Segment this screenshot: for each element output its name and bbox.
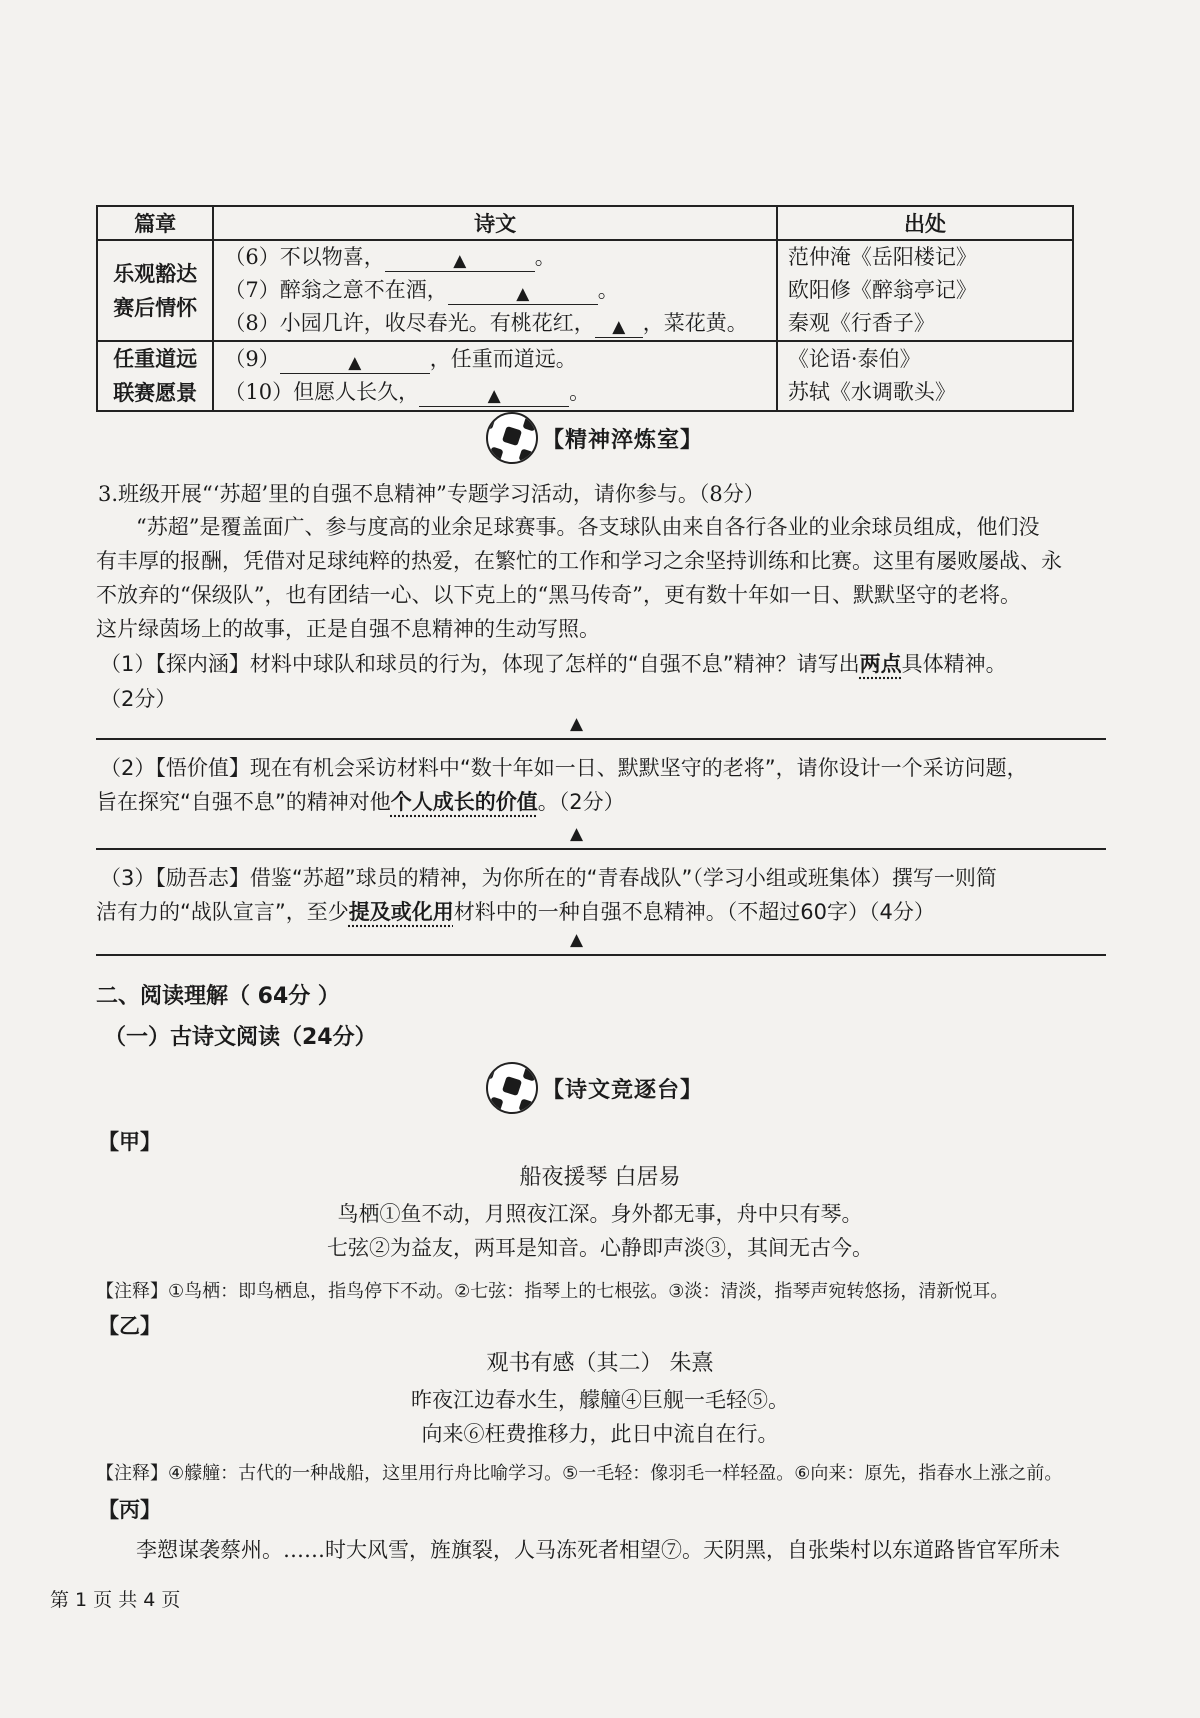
poem-label-bing: 【丙】 [98,1498,161,1522]
part2-subtitle: （一）古诗文阅读（24分） [104,1025,377,1050]
source-text: 欧阳修《醉翁亭记》 [787,278,977,302]
passage-line: 这片绿茵场上的故事，正是自强不息精神的生动写照。 [96,617,600,641]
poem-note: 【注释】①鸟栖：即鸟栖息，指鸟停下不动。②七弦：指琴上的七根弦。③淡：清淡，指琴声宛转悠扬，清新悦耳。 [96,1281,1009,1302]
section-label: 乐观豁达 [113,261,198,286]
soccer-ball-icon [486,1062,538,1114]
sub-question-1-score: （2分） [100,687,177,711]
poem-label-yi: 【乙】 [98,1314,161,1338]
fill-line-9: （9） ▲ ，任重而道远。 [224,347,577,373]
source-cell [777,240,1073,341]
section-label: 联赛愿景 [113,381,198,405]
source-text: 范仲淹《岳阳楼记》 [787,245,977,269]
section-label: 赛后情怀 [113,295,198,320]
part2-title: 二、阅读理解（ 64分 ） [96,984,340,1009]
sub-question-2: （2）【悟价值】现在有机会采访材料中“数十年如一日、默默坚守的老将”，请你设计一个采访问题， [100,756,1028,780]
header-poem: 诗文 [213,206,777,240]
answer-blank[interactable]: ▲ [385,247,535,272]
sub-question-2-cont: 旨在探究“自强不息”的精神对他个人成长的价值。（2分） [96,790,625,814]
table-row [97,341,1073,411]
banner-title: 【精神淬炼室】 [542,426,704,453]
section-cell [97,341,213,411]
poem-fill-table [96,205,1074,412]
answer-marker: ▲ [570,714,584,734]
header-source: 出处 [777,206,1073,240]
source-text: 《论语·泰伯》 [787,347,921,371]
poem-title-jia: 船夜援琴 白居易 [519,1165,681,1190]
fill-line-6: （6）不以物喜， ▲ 。 [224,245,556,271]
fill-line-10: （10）但愿人长久， ▲ 。 [224,380,591,406]
poem-line: 向来⑥枉费推移力，此日中流自在行。 [421,1422,779,1446]
poem-title-yi: 观书有感（其二） 朱熹 [486,1351,714,1376]
passage-line: 不放弃的“保级队”，也有团结一心、以下克上的“黑马传奇”，更有数十年如一日、默默坚守的老将。 [96,583,1021,607]
passage-line: 有丰厚的报酬，凭借对足球纯粹的热爱，在繁忙的工作和学习之余坚持训练和比赛。这里有屡败屡战、永 [96,549,1062,573]
poem-line: 鸟栖①鱼不动，月照夜江深。身外都无事，舟中只有琴。 [337,1202,863,1226]
table-header-row [97,206,1073,240]
answer-line[interactable] [96,954,1106,956]
sub-question-3: （3）【励吾志】借鉴“苏超”球员的精神，为你所在的“青春战队”（学习小组或班集体）撰写一则简 [100,866,997,890]
answer-blank[interactable]: ▲ [280,349,430,374]
fill-line-7: （7）醉翁之意不在酒， ▲ 。 [224,278,619,304]
fill-line-8: （8）小园几许，收尽春光。有桃花红， ▲ ，菜花黄。 [224,311,748,337]
source-text: 苏轼《水调歌头》 [787,380,956,404]
answer-blank[interactable]: ▲ [595,313,643,338]
section-cell [97,240,213,341]
source-text: 秦观《行香子》 [787,311,935,335]
answer-blank[interactable]: ▲ [419,382,569,407]
answer-blank[interactable]: ▲ [448,280,598,305]
banner-title: 【诗文竞逐台】 [542,1076,704,1103]
sub-question-1: （1）【探内涵】材料中球队和球员的行为，体现了怎样的“自强不息”精神？请写出两点具体精神。 [100,652,1007,676]
answer-line[interactable] [96,848,1106,850]
sub-question-3-cont: 洁有力的“战队宣言”，至少提及或化用材料中的一种自强不息精神。（不超过60字）（4分） [96,900,935,924]
table-row [97,240,1073,341]
header-section: 篇章 [97,206,213,240]
poem-label-jia: 【甲】 [98,1130,161,1154]
soccer-ball-icon [486,412,538,464]
passage-line: “苏超”是覆盖面广、参与度高的业余足球赛事。各支球队由来自各行各业的业余球员组成，他们没 [136,515,1040,539]
poem-lines-cell [213,341,777,411]
poem-note: 【注释】④艨艟：古代的一种战船，这里用行舟比喻学习。⑤一毛轻：像羽毛一样轻盈。⑥向来：原先，指春水上涨之前。 [96,1463,1063,1484]
poem-line: 昨夜江边春水生，艨艟④巨舰一毛轻⑤。 [411,1388,789,1412]
page-footer: 第 1 页 共 4 页 [50,1589,181,1611]
poem-lines-cell [213,240,777,341]
answer-marker: ▲ [570,824,584,844]
section-banner [486,412,703,464]
section-banner [486,1062,703,1114]
answer-marker: ▲ [570,930,584,950]
poem-line: 七弦②为益友，两耳是知音。心静即声淡③，其间无古今。 [327,1236,873,1260]
source-cell [777,341,1073,411]
answer-line[interactable] [96,738,1106,740]
prose-line: 李愬谋袭蔡州。……时大风雪，旌旗裂，人马冻死者相望⑦。天阴黑，自张柴村以东道路皆官军所未 [136,1538,1060,1562]
question-3-title: 3.班级开展“‘苏超’里的自强不息精神”专题学习活动，请你参与。（8分） [98,482,765,506]
section-label: 任重道远 [113,347,198,371]
